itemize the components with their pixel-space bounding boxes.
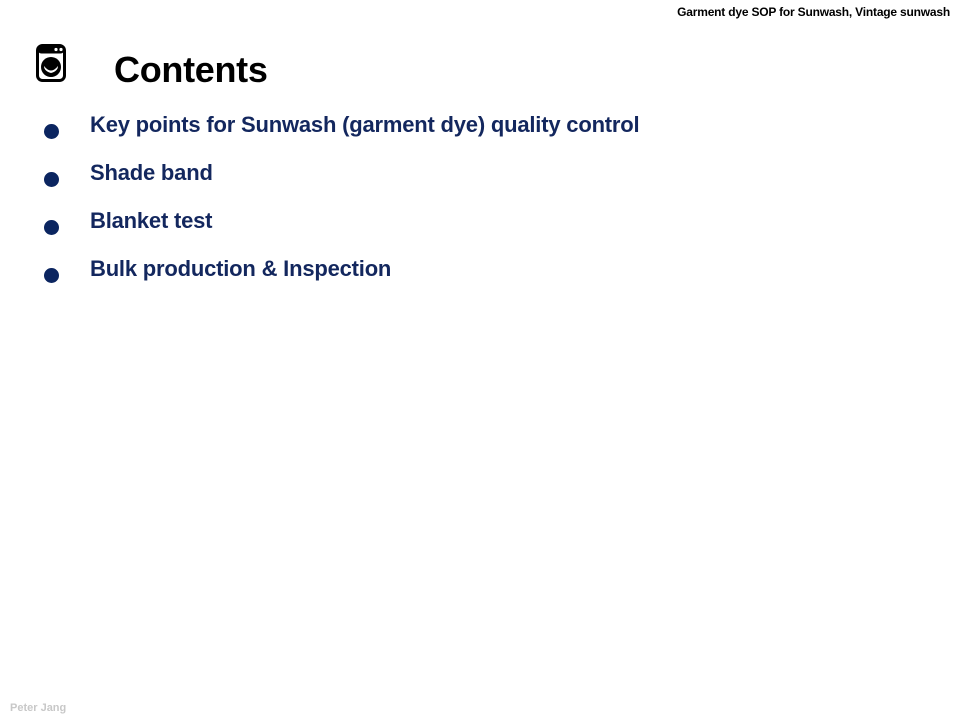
list-item-label: Bulk production & Inspection	[90, 256, 392, 281]
bullet-icon	[44, 220, 59, 235]
slide-title: Contents	[114, 49, 268, 90]
bullet-icon	[44, 268, 59, 283]
header-note: Garment dye SOP for Sunwash, Vintage sunwash	[677, 5, 950, 19]
washing-machine-icon	[36, 44, 66, 82]
list-item-label: Key points for Sunwash (garment dye) quality control	[90, 112, 640, 137]
list-item-label: Shade band	[90, 160, 213, 185]
bullet-icon	[44, 124, 59, 139]
list-item-label: Blanket test	[90, 208, 213, 233]
footer-author: Peter Jang	[10, 702, 67, 714]
bullet-icon	[44, 172, 59, 187]
